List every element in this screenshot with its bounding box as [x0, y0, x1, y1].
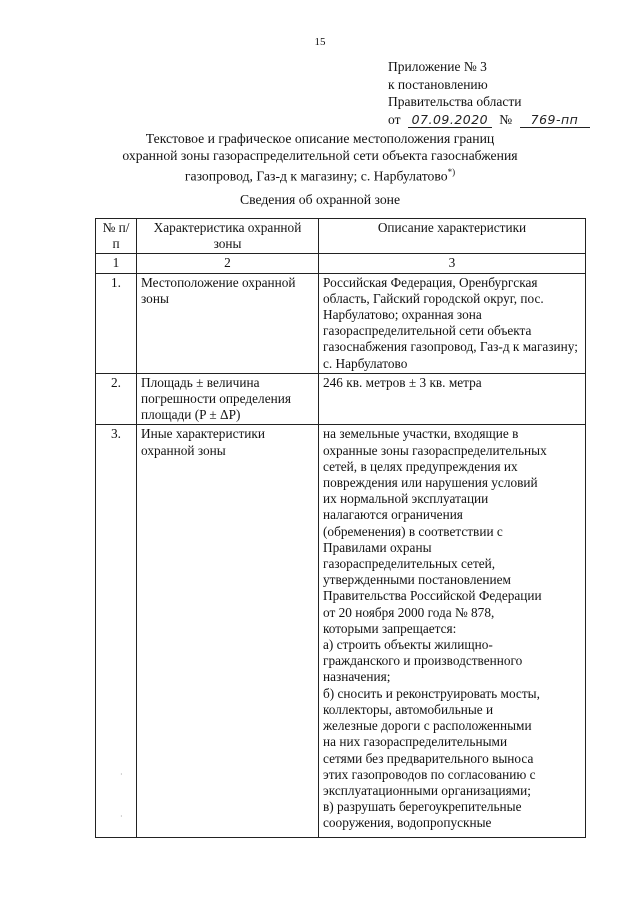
row-description — [319, 425, 586, 838]
table-row — [96, 373, 586, 425]
column-number: 2 — [137, 254, 319, 273]
appendix-date-line — [388, 111, 590, 129]
document-title — [90, 130, 550, 185]
description-line: гражданского и производственного — [323, 653, 523, 669]
scan-mark: · — [120, 770, 123, 779]
row-description: Российская Федерация, Оренбургская область, Гайский городской округ, пос. Нарбулатово; охранная зона газораспределительной сети объекта газоснабжения газопровод, Газ-д к магазину; с. Нарбулатово — [319, 273, 586, 373]
row-number: 1. — [96, 273, 137, 373]
description-line: а) строить объекты жилищно- — [323, 637, 493, 653]
handwritten-number: 769-пп — [520, 113, 590, 128]
description-line: Правительства Российской Федерации — [323, 588, 542, 604]
appendix-title: Приложение № 3 — [388, 59, 487, 74]
appendix-block — [388, 58, 590, 128]
description-line: б) сносить и реконструировать мосты, — [323, 685, 540, 701]
title-line-3-text: газопровод, Газ-д к магазину; с. Нарбулатово — [184, 168, 448, 184]
table-header-row — [96, 219, 586, 254]
description-line: железные дороги с расположенными — [323, 718, 532, 734]
row-number: 2. — [96, 373, 137, 425]
description-line: сооружения, водопропускные — [323, 815, 492, 831]
title-line-2: охранной зоны газораспределительной сети объекта газоснабжения — [122, 148, 518, 163]
row-number: 3. — [96, 425, 137, 838]
description-line: назначения; — [323, 669, 391, 685]
appendix-government-line: Правительства области — [388, 94, 522, 109]
column-number: 1 — [96, 254, 137, 273]
description-line: охранные зоны газораспределительных — [323, 442, 547, 458]
description-line: утвержденными постановлением — [323, 572, 511, 588]
table-row — [96, 273, 586, 373]
header-description: Описание характеристики — [319, 219, 586, 254]
description-line: сетями без предварительного выноса — [323, 750, 534, 766]
description-line: на них газораспределительными — [323, 734, 508, 750]
description-line: повреждения или нарушения условий — [323, 475, 538, 491]
zone-info-table — [95, 218, 586, 838]
page-number: 15 — [314, 36, 326, 48]
description-line: сетей, в целях предупреждения их — [323, 458, 518, 474]
row-characteristic: Площадь ± величина погрешности определения площади (P ± ΔP) — [137, 373, 319, 425]
header-characteristic: Характеристика охранной зоны — [137, 219, 319, 254]
title-line-1: Текстовое и графическое описание местоположения границ — [145, 131, 495, 146]
row-characteristic: Иные характеристики охранной зоны — [137, 425, 319, 838]
scan-mark: · — [120, 812, 123, 821]
title-line-3 — [90, 164, 550, 185]
table-row — [96, 425, 586, 838]
column-number: 3 — [319, 254, 586, 273]
section-subtitle: Сведения об охранной зоне — [239, 192, 401, 207]
description-line: Правилами охраны — [323, 539, 432, 555]
row-characteristic: Местоположение охранной зоны — [137, 273, 319, 373]
number-sign: № — [499, 111, 513, 127]
description-line: в) разрушать берегоукрепительные — [323, 799, 522, 815]
description-line: газораспределительных сетей, — [323, 556, 496, 572]
description-line: (обременения) в соответствии с — [323, 523, 503, 539]
column-number-row — [96, 254, 586, 273]
date-prefix: от — [388, 111, 401, 127]
appendix-resolution-line: к постановлению — [388, 76, 488, 92]
row-description: 246 кв. метров ± 3 кв. метра — [319, 373, 586, 425]
description-line: коллекторы, автомобильные и — [323, 701, 494, 717]
description-line: их нормальной эксплуатации — [323, 491, 489, 507]
description-line: налагаются ограничения — [323, 507, 463, 523]
handwritten-date: 07.09.2020 — [408, 113, 492, 128]
description-line: эксплуатационными организациями; — [323, 782, 531, 798]
description-line: которыми запрещается: — [323, 620, 457, 636]
header-number: № п/п — [96, 219, 137, 254]
description-line: от 20 ноября 2000 года № 878, — [323, 604, 495, 620]
footnote-mark: *) — [447, 167, 456, 177]
description-line: этих газопроводов по согласованию с — [323, 766, 536, 782]
description-line: на земельные участки, входящие в — [323, 426, 519, 442]
